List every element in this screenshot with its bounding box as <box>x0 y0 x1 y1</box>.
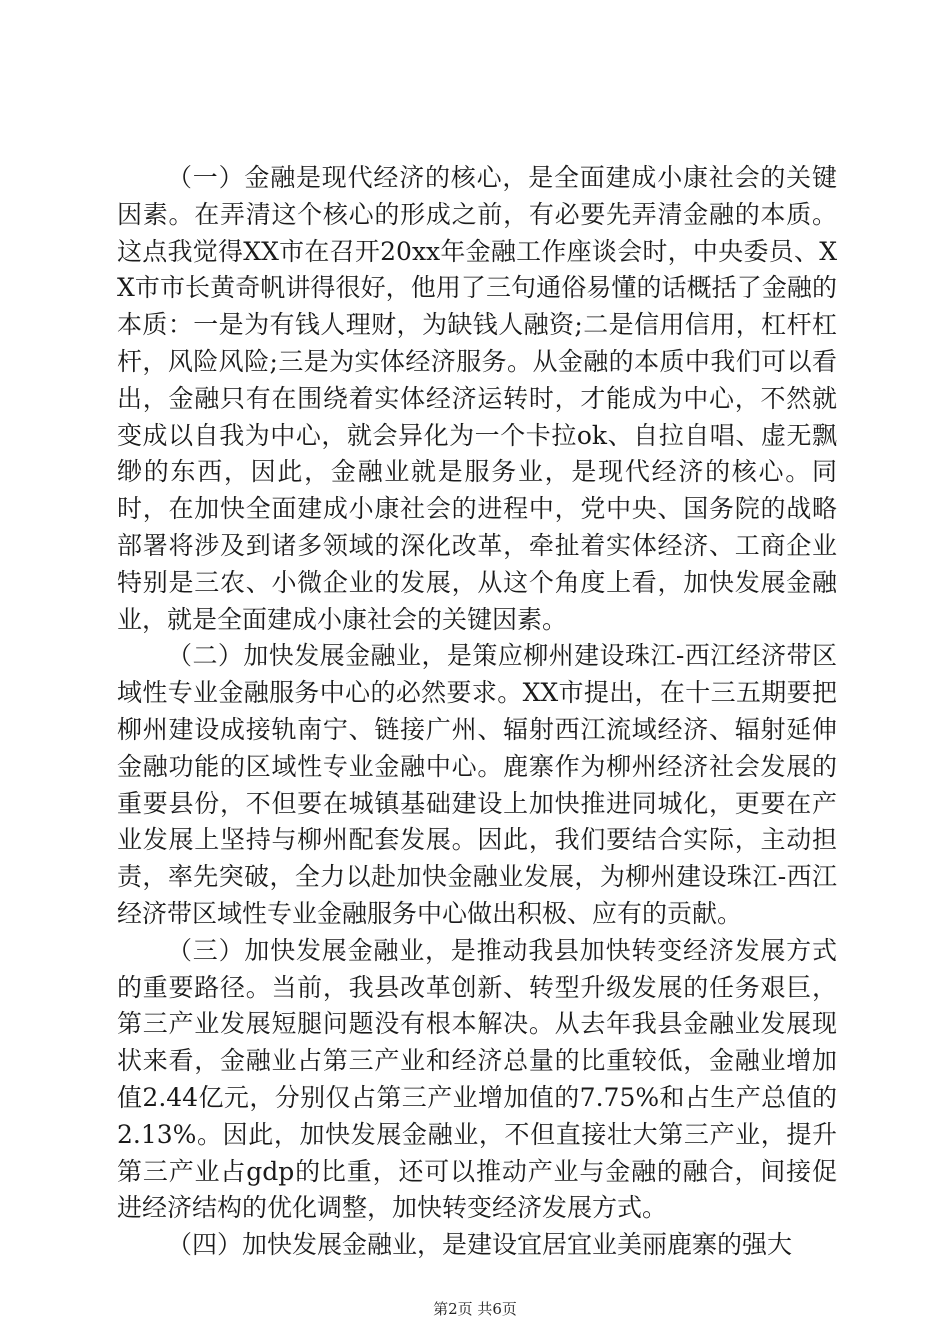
paragraph-1: （一）金融是现代经济的核心，是全面建成小康社会的关键因素。在弄清这个核心的形成之前，有必要先弄清金融的本质。这点我觉得XX市在召开20xx年金融工作座谈会时，中央委员、XX市市长黄奇帆讲得很好，他用了三句通俗易懂的话概括了金融的本质：一是为有钱人理财，为缺钱人融资;二是信用信用，杠杆杠杆，风险风险;三是为实体经济服务。从金融的本质中我们可以看出，金融只有在围绕着实体经济运转时，才能成为中心，不然就变成以自我为中心，就会异化为一个卡拉ok、自拉自唱、虚无飘缈的东西，因此，金融业就是服务业，是现代经济的核心。同时，在加快全面建成小康社会的进程中，党中央、国务院的战略部署将涉及到诸多领域的深化改革，牵扯着实体经济、工商企业特别是三农、小微企业的发展，从这个角度上看，加快发展金融业，就是全面建成小康社会的关键因素。 <box>117 163 837 634</box>
paragraph-2: （二）加快发展金融业，是策应柳州建设珠江-西江经济带区域性专业金融服务中心的必然要求。XX市提出，在十三五期要把柳州建设成接轨南宁、链接广州、辐射西江流域经济、辐射延伸金融功能的区域性专业金融中心。鹿寨作为柳州经济社会发展的重要县份，不但要在城镇基础建设上加快推进同城化，更要在产业发展上坚持与柳州配套发展。因此，我们要结合实际，主动担责，率先突破，全力以赴加快金融业发展，为柳州建设珠江-西江经济带区域性专业金融服务中心做出积极、应有的贡献。 <box>117 641 837 928</box>
paragraph-4: （四）加快发展金融业，是建设宜居宜业美丽鹿寨的强大 <box>167 1230 793 1260</box>
page-footer: 第2页 共6页 <box>433 1300 517 1318</box>
paragraph-3: （三）加快发展金融业，是推动我县加快转变经济发展方式的重要路径。当前，我县改革创新、转型升级发展的任务艰巨，第三产业发展短腿问题没有根本解决。从去年我县金融业发展现状来看，金融业占第三产业和经济总量的比重较低，金融业增加值2.44亿元，分别仅占第三产业增加值的7.75%和占生产总值的2.13%。因此，加快发展金融业，不但直接壮大第三产业，提升第三产业占gdp的比重，还可以推动产业与金融的融合，间接促进经济结构的优化调整，加快转变经济发展方式。 <box>117 935 837 1223</box>
document-body <box>117 160 837 1264</box>
